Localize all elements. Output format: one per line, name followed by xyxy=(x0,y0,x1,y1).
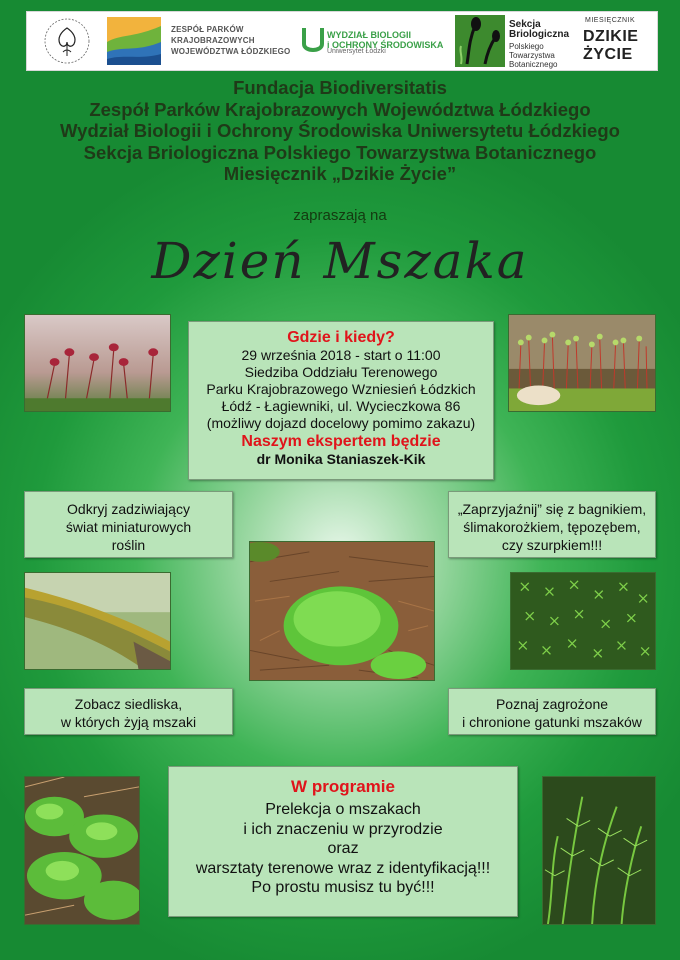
where-when-heading: Gdzie i kiedy? xyxy=(287,329,395,346)
discover-line2: świat miniaturowych xyxy=(65,519,192,535)
program-line1: Prelekcja o mszakach xyxy=(265,801,421,818)
zpk-line2: KRAJOBRAZOWYCH xyxy=(171,36,255,45)
logo-bar xyxy=(26,11,658,71)
moss-cushion-photo xyxy=(249,541,435,681)
protected-line1: Poznaj zagrożone xyxy=(495,696,609,712)
befriend-line3: czy szurpkiem!!! xyxy=(501,537,603,553)
protected-line2: i chronione gatunki mszaków xyxy=(462,714,642,730)
sekcja-logo xyxy=(451,12,591,70)
venue-line1: Siedziba Oddziału Terenowego xyxy=(244,364,438,380)
sekcja-line4: Towarzystwa xyxy=(509,51,555,60)
haircap-moss-photo xyxy=(542,776,656,925)
organizer-1: Fundacja Biodiversitatis xyxy=(233,77,447,98)
befriend-line2: ślimakorożkiem, tępozębem, xyxy=(463,519,641,535)
orchid-icon xyxy=(37,12,97,70)
moss-branch-photo xyxy=(24,572,171,670)
program-line2: i ich znaczeniu w przyrodzie xyxy=(243,820,443,838)
zpk-line1: ZESPÓŁ PARKÓW xyxy=(171,25,244,34)
dzikie-line1: DZIKIE xyxy=(583,28,639,45)
sekcja-line2: Briologiczna xyxy=(509,29,570,40)
befriend-line1: „Zaprzyjaźnij” się z bagnikiem, xyxy=(457,501,647,517)
wydzial-logo xyxy=(297,12,447,70)
dzikie-small: MIESIĘCZNIK xyxy=(585,17,636,24)
program-line3: oraz xyxy=(327,840,359,857)
habitats-box xyxy=(24,688,233,735)
discover-line3: roślin xyxy=(111,537,146,553)
expert-name: dr Monika Staniaszek-Kik xyxy=(256,451,426,467)
access-note: (możliwy dojazd docelowy pomimo zakazu) xyxy=(206,415,476,431)
moss-forest-photo xyxy=(508,314,656,412)
event-date: 29 września 2018 - start o 11:00 xyxy=(241,347,441,363)
wydzial-line3: Uniwersytet Łódzki xyxy=(327,48,386,55)
discover-line1: Odkryj zadziwiający xyxy=(67,501,190,517)
habitats-line1: Zobacz siedliska, xyxy=(74,696,183,712)
dzikie-line2: ŻYCIE xyxy=(583,46,633,63)
program-heading: W programie xyxy=(291,777,395,796)
landscape-icon xyxy=(103,12,165,70)
wydzial-line2: i OCHRONY ŚRODOWISKA xyxy=(327,40,444,50)
befriend-box xyxy=(448,491,656,558)
organizer-3: Wydział Biologii i Ochrony Środowiska Uniwersytetu Łódzkiego xyxy=(60,120,620,141)
university-u-icon xyxy=(301,26,325,56)
habitats-line2: w których żyją mszaki xyxy=(60,714,197,730)
venue-address: Łódź - Łagiewniki, ul. Wycieczkowa 86 xyxy=(221,398,461,414)
event-title: Dzień Mszaka xyxy=(151,232,529,290)
organizer-4: Sekcja Briologiczna Polskiego Towarzystwa Botanicznego xyxy=(83,141,597,163)
protected-box xyxy=(448,688,656,735)
program-line5: Po prostu musisz tu być!!! xyxy=(251,879,435,896)
sekcja-line3: Polskiego xyxy=(509,42,544,51)
venue-line2: Parku Krajobrazowego Wzniesień Łódzkich xyxy=(206,381,476,397)
discover-box xyxy=(24,491,233,558)
zpk-logo xyxy=(103,12,293,70)
zpk-line3: WOJEWÓDZTWA ŁÓDZKIEGO xyxy=(171,47,291,56)
expert-heading: Naszym ekspertem będzie xyxy=(241,433,441,450)
invite-text: zapraszają na xyxy=(293,207,387,224)
feather-moss-photo xyxy=(24,776,140,925)
organizer-5: Miesięcznik „Dzikie Życie” xyxy=(223,163,457,184)
wydzial-line1: WYDZIAŁ BIOLOGII xyxy=(327,30,411,40)
program-line4: warsztaty terenowe wraz z identyfikacją!!! xyxy=(195,859,491,877)
program-box xyxy=(168,766,518,917)
moss-sporophytes-photo xyxy=(24,314,171,412)
sekcja-line1: Sekcja xyxy=(509,19,541,30)
sekcja-line5: Botanicznego xyxy=(509,60,558,69)
biodiversitatis-logo xyxy=(37,12,97,70)
organizer-2: Zespół Parków Krajobrazowych Województwa Łódzkiego xyxy=(89,98,591,120)
moss-plant-icon xyxy=(453,12,507,70)
organizers-list xyxy=(0,77,680,185)
star-moss-photo xyxy=(510,572,656,670)
dzikie-zycie-logo xyxy=(575,12,653,70)
where-when-box xyxy=(188,321,494,480)
